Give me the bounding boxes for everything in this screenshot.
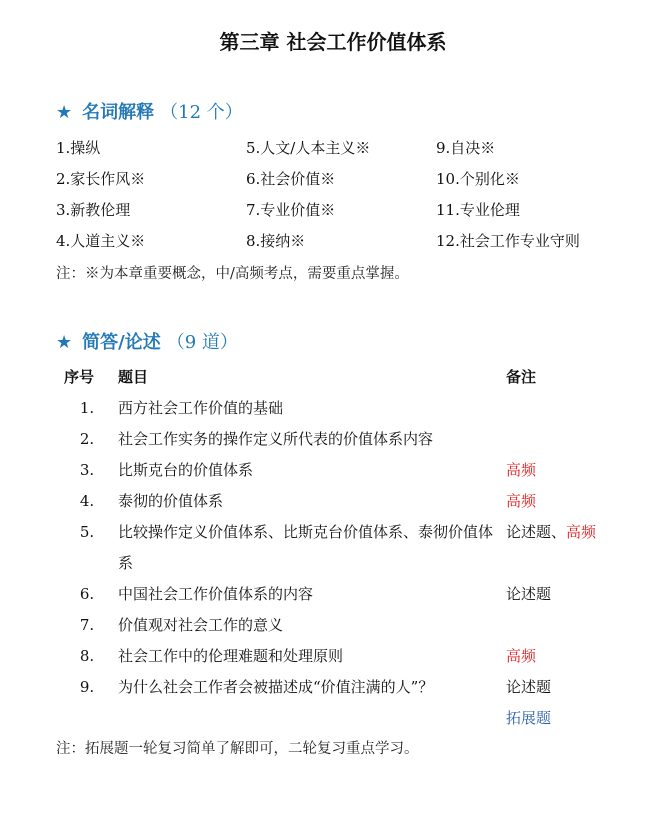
page-title: 第三章 社会工作价值体系 [219,30,447,54]
table-row [56,517,636,579]
section-count: （12 个） [160,102,243,123]
essay-tag: 论述题、 [506,523,567,541]
row-note [506,486,636,517]
term-item: 1.操纵 [56,139,101,157]
row-number: 8. [79,647,95,665]
row-number: 2. [79,430,95,448]
row-number: 6. [79,585,95,603]
row-title: 比较操作定义价值体系、比斯克台价值体系、泰彻价值体系 [118,523,494,572]
row-number: 1. [79,399,95,417]
row-title: 西方社会工作价值的基础 [118,399,284,417]
column-header-title: 题目 [118,368,149,386]
row-note [506,579,636,610]
questions-table [56,362,636,734]
section-heading-questions [56,328,238,354]
star-icon: ★ [56,102,73,123]
term-item: 3.新教伦理 [56,201,131,219]
essay-tag: 论述题 [506,678,552,696]
section-count: （9 道） [166,332,238,353]
term-item: 7.专业价值※ [246,201,336,219]
star-icon: ★ [56,332,73,353]
row-number: 7. [79,616,95,634]
table-row [56,610,636,641]
row-number: 5. [79,523,95,541]
row-title: 泰彻的价值体系 [118,492,224,510]
term-item: 11.专业伦理 [436,201,520,219]
term-item: 10.个别化※ [436,170,520,188]
column-header-note: 备注 [506,368,537,386]
row-title: 为什么社会工作者会被描述成“价值注满的人”？ [118,678,434,696]
row-note [506,641,636,672]
extension-tag: 拓展题 [506,709,552,727]
section-heading-label: 名词解释 [82,102,155,123]
row-note [506,517,636,548]
row-title: 中国社会工作价值体系的内容 [118,585,314,603]
table-row [56,486,636,517]
row-number: 9. [79,678,95,696]
term-item: 2.家长作风※ [56,170,146,188]
table-row [56,641,636,672]
table-row [56,424,636,455]
row-note [506,455,636,486]
row-note [506,672,636,734]
row-number: 3. [79,461,95,479]
essay-tag: 论述题 [506,585,552,603]
table-row [56,393,636,424]
high-frequency-tag: 高频 [506,492,537,510]
high-frequency-tag: 高频 [566,523,597,541]
row-title: 社会工作中的伦理难题和处理原则 [118,647,344,665]
terms-note: 注：※为本章重要概念，中/高频考点，需要重点掌握。 [56,266,409,282]
table-row [56,579,636,610]
row-title: 价值观对社会工作的意义 [118,616,284,634]
term-item: 9.自决※ [436,139,496,157]
table-header [56,362,636,393]
column-header-num: 序号 [64,368,95,386]
high-frequency-tag: 高频 [506,461,537,479]
term-item: 12.社会工作专业守则 [436,232,580,250]
row-title: 社会工作实务的操作定义所代表的价值体系内容 [118,430,434,448]
questions-note: 注：拓展题一轮复习简单了解即可，二轮复习重点学习。 [56,741,419,757]
term-item: 6.社会价值※ [246,170,336,188]
high-frequency-tag: 高频 [506,647,537,665]
term-item: 4.人道主义※ [56,232,146,250]
term-item: 8.接纳※ [246,232,306,250]
row-title: 比斯克台的价值体系 [118,461,254,479]
row-number: 4. [79,492,95,510]
table-row [56,672,636,734]
section-heading-label: 简答/论述 [82,332,161,353]
term-item: 5.人文/人本主义※ [246,139,371,157]
terms-grid [56,136,636,260]
section-heading-terms [56,98,243,124]
table-row [56,455,636,486]
